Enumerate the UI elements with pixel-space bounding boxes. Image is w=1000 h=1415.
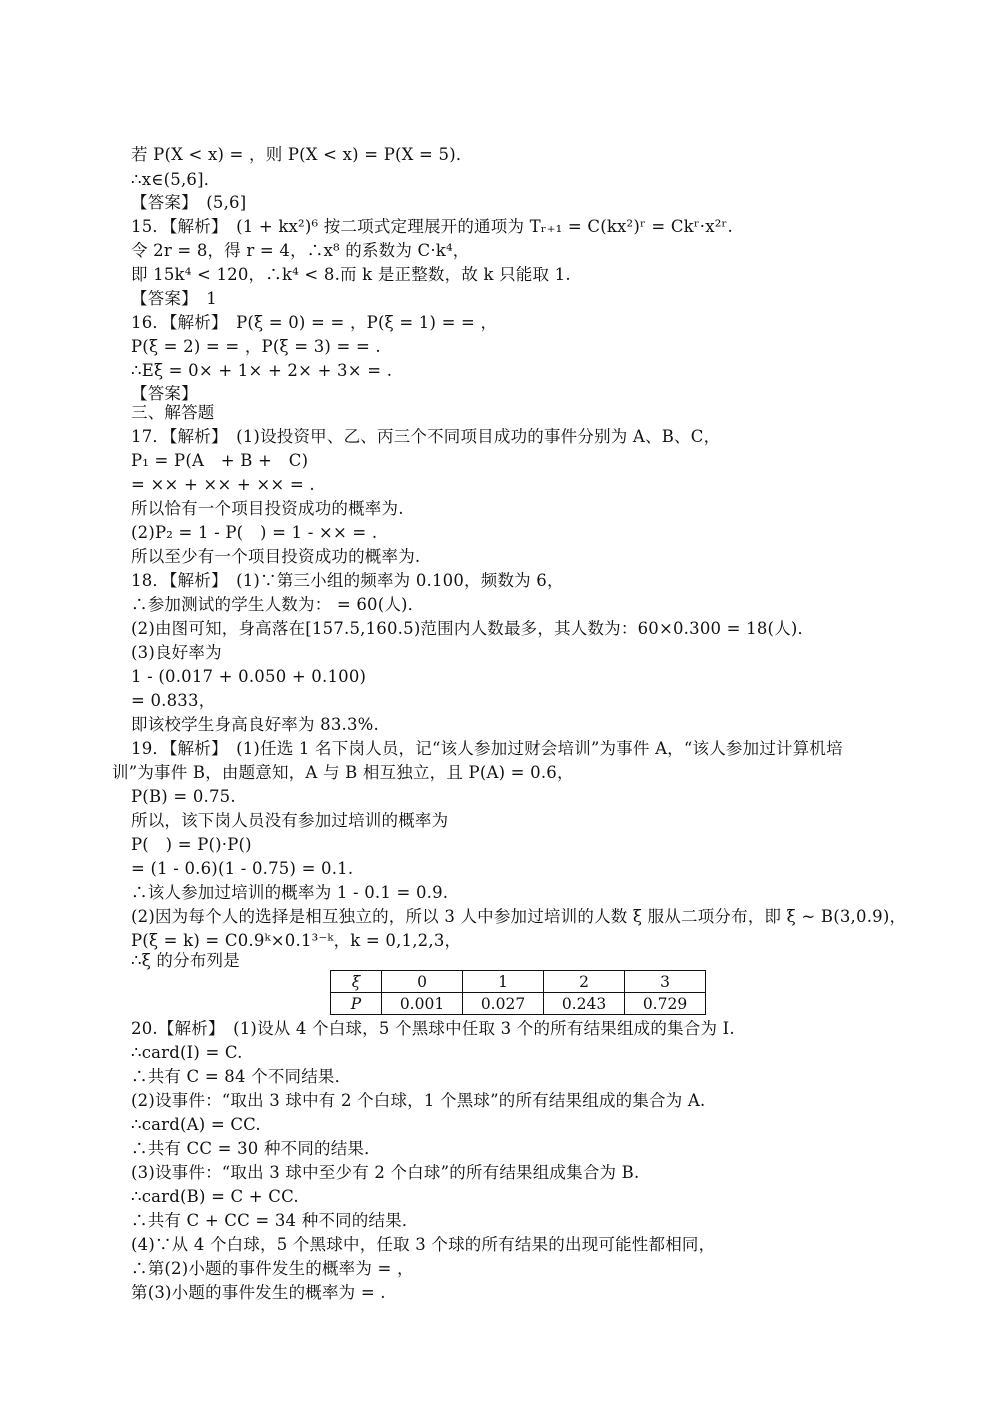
text-line: 16．【解析】 P(ξ = 0) = = ，P(ξ = 1) = = ，	[131, 313, 498, 332]
table-cell: 2	[544, 971, 625, 993]
text-line: 18．【解析】 (1)∵第三小组的频率为 0.100，频数为 6，	[131, 571, 564, 590]
section-heading: 三、解答题	[131, 403, 215, 422]
distribution-table	[330, 970, 706, 1015]
text-line: P(ξ = k) = C0.9ᵏ×0.1³⁻ᵏ，k = 0,1,2,3，	[131, 931, 462, 950]
text-line: (2)由图可知，身高落在[157.5,160.5)范围内人数最多，其人数为：60×0.300 = 18(人)．	[131, 619, 815, 638]
table-row	[331, 971, 706, 993]
text-line: 20.【解析】 (1)设从 4 个白球，5 个黑球中任取 3 个的所有结果组成的集合为 I.	[131, 1019, 735, 1038]
text-line: P(B) = 0.75.	[131, 787, 236, 806]
text-line: ∴x∈(5,6]．	[131, 170, 221, 189]
text-line: 17．【解析】 (1)设投资甲、乙、丙三个不同项目成功的事件分别为 A、B、C，	[131, 427, 721, 446]
table-cell: ξ	[331, 971, 382, 993]
answer-line: 【答案】	[131, 384, 198, 403]
text-line: P(ξ = 2) = = ，P(ξ = 3) = = .	[131, 337, 381, 356]
text-line: = (1 - 0.6)(1 - 0.75) = 0.1.	[131, 859, 354, 878]
text-line: ∴card(A) = CC.	[131, 1115, 261, 1134]
text-line: = 0.833，	[131, 691, 216, 710]
text-line: 19．【解析】 (1)任选 1 名下岗人员，记“该人参加过财会培训”为事件 A，“该人参加过计算机培	[131, 739, 843, 758]
text-line: (4)∵从 4 个白球，5 个黑球中，任取 3 个球的所有结果的出现可能性都相同，	[131, 1235, 716, 1254]
table-cell: 0.001	[382, 993, 463, 1015]
text-line: 训”为事件 B，由题意知，A 与 B 相互独立，且 P(A) = 0.6，	[112, 763, 574, 782]
text-line: 所以恰有一个项目投资成功的概率为.	[131, 499, 404, 518]
text-line: ∴共有 C + CC = 34 种不同的结果．	[131, 1211, 419, 1230]
text-line: 即 15k⁴ < 120，∴k⁴ < 8.而 k 是正整数，故 k 只能取 1.	[131, 265, 571, 284]
text-line: ∴ξ 的分布列是	[131, 951, 240, 970]
table-cell: 3	[625, 971, 706, 993]
text-line: (2)因为每个人的选择是相互独立的，所以 3 人中参加过培训的人数 ξ 服从二项分布，即 ξ ~ B(3,0.9)，	[131, 907, 907, 926]
text-line: (3)良好率为	[131, 643, 222, 662]
answer-line: 【答案】 (5,6]	[131, 193, 247, 212]
table-cell: 0	[382, 971, 463, 993]
text-line: 即该校学生身高良好率为 83.3%.	[131, 715, 380, 734]
text-line: ∴参加测试的学生人数为： = 60(人)．	[131, 595, 425, 614]
text-line: ∴该人参加过培训的概率为 1 - 0.1 = 0.9.	[131, 883, 449, 902]
text-line: ∴第(2)小题的事件发生的概率为 = ，	[131, 1259, 414, 1278]
text-line: = ×× + ×× + ×× = .	[131, 475, 315, 494]
text-line: (2)设事件：“取出 3 球中有 2 个白球，1 个黑球”的所有结果组成的集合为 A.	[131, 1091, 706, 1110]
text-line: ∴Eξ = 0× + 1× + 2× + 3× = .	[131, 361, 393, 380]
text-line: ∴共有 C = 84 个不同结果．	[131, 1067, 352, 1086]
text-line: ∴共有 CC = 30 种不同的结果．	[131, 1139, 381, 1158]
text-line: 15．【解析】 (1 + kx²)⁶ 按二项式定理展开的通项为 Tᵣ₊₁ = C(kx²)ʳ = Ckʳ·x²ʳ.	[131, 217, 733, 236]
text-line: ∴card(B) = C + CC.	[131, 1187, 299, 1206]
table-row	[331, 993, 706, 1015]
text-line: 所以至少有一个项目投资成功的概率为.	[131, 547, 421, 566]
text-line: P( ) = P()·P()	[131, 835, 252, 854]
table-cell: 0.027	[463, 993, 544, 1015]
text-line: 所以，该下岗人员没有参加过培训的概率为	[131, 811, 449, 830]
text-line: ∴card(I) = C.	[131, 1043, 243, 1062]
text-line: 令 2r = 8，得 r = 4，∴x⁸ 的系数为 C·k⁴，	[131, 241, 470, 260]
table-cell: 0.243	[544, 993, 625, 1015]
text-line: (3)设事件：“取出 3 球中至少有 2 个白球”的所有结果组成集合为 B.	[131, 1163, 640, 1182]
table-cell: 1	[463, 971, 544, 993]
text-line: 若 P(X < x) = ，则 P(X < x) = P(X = 5)．	[131, 145, 473, 164]
text-line: 1 - (0.017 + 0.050 + 0.100)	[131, 667, 367, 686]
text-line: 第(3)小题的事件发生的概率为 = .	[131, 1283, 386, 1302]
text-line: (2)P₂ = 1 - P( ) = 1 - ×× = .	[131, 523, 378, 542]
text-line: P₁ = P(A + B + C)	[131, 451, 309, 470]
table-cell: P	[331, 993, 382, 1015]
answer-line: 【答案】 1	[131, 289, 217, 308]
table-cell: 0.729	[625, 993, 706, 1015]
